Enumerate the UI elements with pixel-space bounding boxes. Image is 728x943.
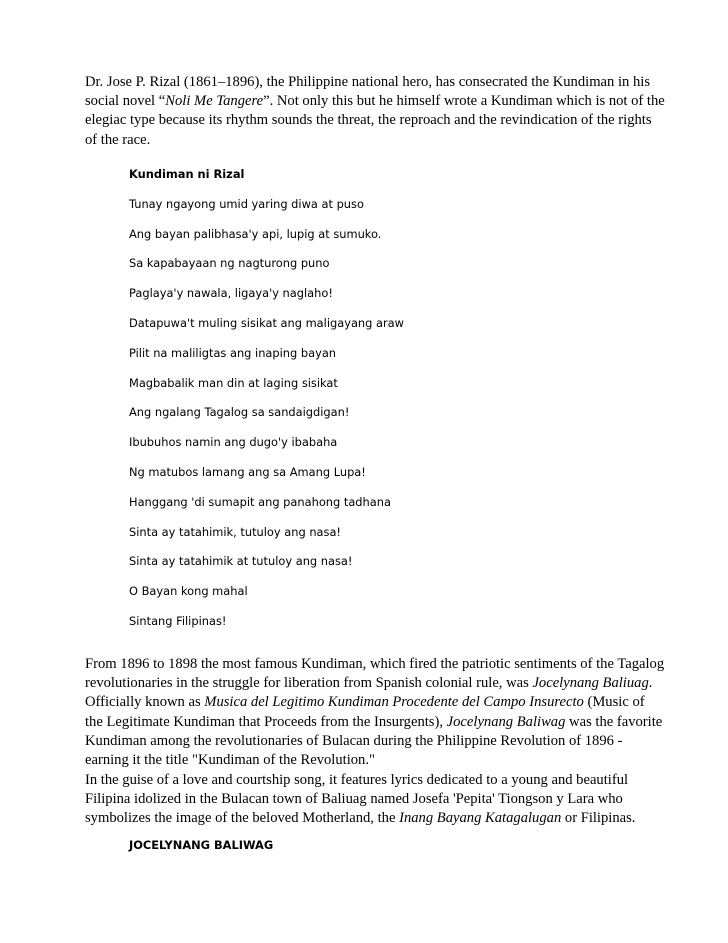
official-title: Musica del Legitimo Kundiman Procedente del Campo Insurecto <box>204 694 584 711</box>
song-title-baliwag: Jocelynang Baliwag <box>446 713 566 730</box>
poem-kundiman-ni-rizal <box>129 162 404 639</box>
intro-paragraph <box>85 73 665 150</box>
history-paragraph <box>85 655 665 770</box>
inang-bayang-katagalugan: Inang Bayang Katagalugan <box>399 810 562 827</box>
poem-line: Magbabalik man din at laging sisikat <box>129 375 338 390</box>
poem-line: Sintang Filipinas! <box>129 613 227 628</box>
poem-line: Ang bayan palibhasa'y api, lupig at sumuko. <box>129 226 382 241</box>
poem-line: Sinta ay tatahimik at tutuloy ang nasa! <box>129 554 353 569</box>
novel-title: Noli Me Tangere <box>165 93 264 110</box>
poem-line: Sa kapabayaan ng nagturong puno <box>129 256 330 271</box>
symbolism-text-a: In the guise of a love and courtship song, it features lyrics dedicated to a young and beautiful Filipina idolized in the Bulacan town of Baliuag named Josefa 'Pepita' Tiongson y Lara who symbolizes the image of the beloved Motherland, the <box>85 772 629 827</box>
history-text-e: (Music of the Legitimate Kundiman that Proceeds from the Insurgents), <box>85 694 645 730</box>
poem-line: Datapuwa't muling sisikat ang maligayang araw <box>129 315 404 330</box>
intro-text-a: Dr. Jose P. Rizal (1861–1896), the Philippine national hero, has consecrated the Kundiman in his social novel “ <box>85 74 651 110</box>
poem-line: Pilit na maliligtas ang inaping bayan <box>129 345 337 360</box>
poem-line: Hanggang 'di sumapit ang panahong tadhana <box>129 494 391 509</box>
poem-line: Ng matubos lamang ang sa Amang Lupa! <box>129 464 366 479</box>
poem-line: Ang ngalang Tagalog sa sandaigdigan! <box>129 405 350 420</box>
history-text-a: From 1896 to 1898 the most famous Kundiman, which fired the patriotic sentiments of the Tagalog revolutionaries in the struggle for liberation from Spanish colonial rule, was <box>85 656 665 692</box>
poem-line: Ibubuhos namin ang dugo'y ibabaha <box>129 435 338 450</box>
poem-line: Paglaya'y nawala, ligaya'y naglaho! <box>129 286 333 301</box>
symbolism-paragraph <box>85 771 665 829</box>
poem-line: Sinta ay tatahimik, tutuloy ang nasa! <box>129 524 341 539</box>
poem-title: Kundiman ni Rizal <box>129 167 245 181</box>
poem-line: O Bayan kong mahal <box>129 584 248 599</box>
history-text-g: was the favorite Kundiman among the revolutionaries of Bulacan during the Philippine Revolution of 1896 - earning it the title "Kundiman of the Revolution." <box>85 713 663 769</box>
song-title-baliuag: Jocelynang Baliuag <box>532 675 649 692</box>
poem-line: Tunay ngayong umid yaring diwa at puso <box>129 196 364 211</box>
history-text-c: . Officially known as <box>85 675 653 711</box>
section-heading: JOCELYNANG BALIWAG <box>129 838 274 852</box>
intro-text-c: ”. Not only this but he himself wrote a Kundiman which is not of the elegiac type because its rhythm sounds the threat, the reproach and the revindication of the rights of the race. <box>85 93 665 148</box>
symbolism-text-c: or Filipinas. <box>561 810 636 827</box>
